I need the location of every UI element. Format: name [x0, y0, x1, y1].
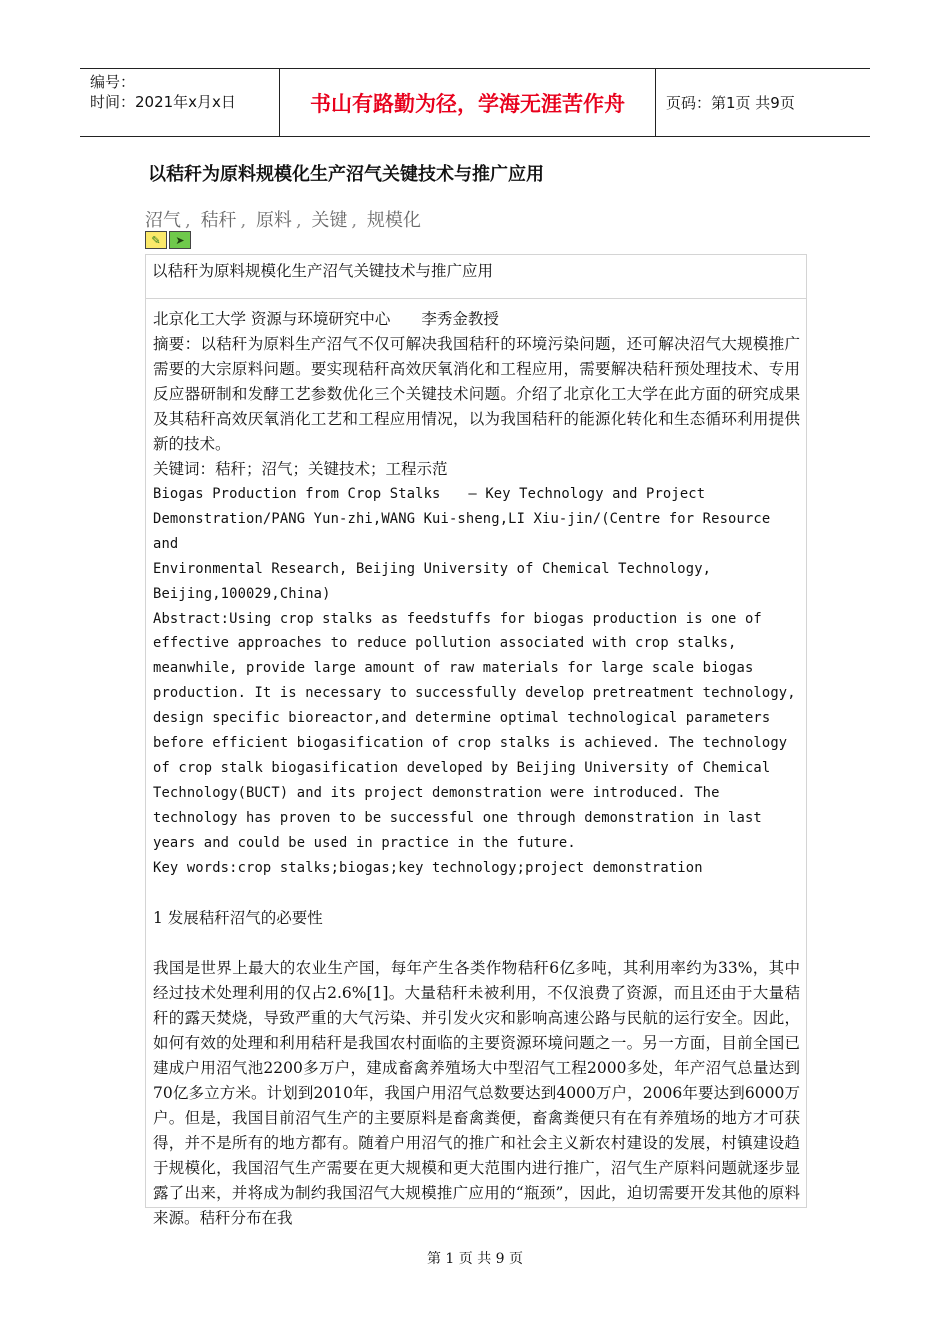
header-motto: 书山有路勤为径，学海无涯苦作舟 — [280, 69, 656, 136]
keywords-cn: 关键词：秸秆；沼气；关键技术；工程示范 — [153, 460, 448, 478]
abstract-en-line: Technology(BUCT) and its project demonstration were introduced. The — [153, 784, 720, 801]
doc-number-label: 编号： — [90, 73, 136, 91]
spacer — [153, 931, 800, 956]
abstract-en-line: effective approaches to reduce pollution associated with crop stalks, — [153, 635, 737, 652]
english-title-line: Demonstration/PANG Yun-zhi,WANG Kui-sheng,LI Xiu-jin/(Centre for Resource and — [153, 510, 771, 552]
english-title-line: Environmental Research, Beijing University of Chemical Technology, — [153, 560, 712, 577]
english-title-line: Beijing,100029,China) — [153, 585, 331, 602]
tag-link[interactable]: 关键 — [311, 210, 348, 231]
tag-separator: , — [351, 210, 358, 231]
abstract-en-line: design specific bioreactor,and determine optimal technological parameters — [153, 710, 771, 727]
keywords-en: Key words:crop stalks;biogas;key technology;project demonstration — [153, 859, 703, 876]
toolbar-icons — [145, 231, 191, 249]
tag-link[interactable]: 规模化 — [366, 210, 421, 231]
tag-link[interactable]: 秸秆 — [200, 210, 237, 231]
forward-icon[interactable]: ➤ — [169, 231, 191, 249]
article-box — [145, 254, 807, 1227]
english-title-line: Biogas Production from Crop Stalks — Key Technology and Project — [153, 486, 706, 502]
article-content — [146, 299, 806, 1231]
section-body: 我国是世界上最大的农业生产国，每年产生各类作物秸秆6亿多吨，其利用率约为33%，其中经过技术处理利用的仅占2.6%[1]。大量秸秆未被利用，不仅浪费了资源，而且还由于大量秸秆的露天焚烧，导致严重的大气污染、并引发火灾和影响高速公路与民航的运行安全。因此，如何有效的处理和利用秸秆是我国农村面临的主要资源环境问题之一。另一方面，目前全国已建成户用沼气池2200多万户，建成畜禽养殖场大中型沼气工程2000多处，年产沼气总量达到70亿多立方米。计划到2010年，我国户用沼气总数要达到4000万户，2006年要达到6000万户。但是，我国目前沼气生产的主要原料是畜禽粪便，畜禽粪便只有在有养殖场的地方才可获得，并不是所有的地方都有。随着户用沼气的推广和社会主义新农村建设的发展，村镇建设趋于规模化，我国沼气生产需要在更大规模和更大范围内进行推广，沼气生产原料问题就逐步显露了出来，并将成为制约我国沼气大规模推广应用的“瓶颈”，因此，迫切需要开发其他的原料来源。秸秆分布在我 — [153, 958, 800, 1227]
document-title: 以秸秆为原料规模化生产沼气关键技术与推广应用 — [148, 164, 544, 185]
tag-separator: , — [295, 210, 302, 231]
header-page-label: 页码：第1页 共9页 — [666, 94, 795, 112]
abstract-cn: 摘要：以秸秆为原料生产沼气不仅可解决我国秸秆的环境污染问题，还可解决沼气大规模推广需要的大宗原料问题。要实现秸秆高效厌氧消化和工程应用，需要解决秸秆预处理技术、专用反应器研制和发酵工艺参数优化三个关键技术问题。介绍了北京化工大学在此方面的研究成果及其秸秆高效厌氧消化工艺和工程应用情况，以为我国秸秆的能源化转化和生态循环利用提供新的技术。 — [153, 335, 800, 453]
tag-link[interactable]: 原料 — [255, 210, 292, 231]
abstract-en-line: of crop stalk biogasification developed by Beijing University of Chemical — [153, 759, 771, 776]
abstract-en-line: production. It is necessary to successfully develop pretreatment technology, — [153, 685, 796, 702]
tag-separator: , — [185, 210, 191, 231]
section-heading: 1 发展秸秆沼气的必要性 — [153, 908, 323, 927]
page-header — [80, 68, 870, 137]
tag-link[interactable]: 沼气 — [145, 210, 181, 231]
author-line: 北京化工大学 资源与环境研究中心 李秀金教授 — [153, 310, 499, 328]
abstract-en-line: Abstract:Using crop stalks as feedstuffs for biogas production is one of — [153, 610, 762, 627]
article-title: 以秸秆为原料规模化生产沼气关键技术与推广应用 — [146, 255, 806, 299]
page-footer: 第 1 页 共 9 页 — [426, 1251, 524, 1267]
header-meta — [80, 69, 280, 136]
abstract-en-line: meanwhile, provide large amount of raw materials for large scale biogas — [153, 660, 754, 677]
doc-time-label: 时间：2021年x月x日 — [90, 93, 236, 111]
abstract-en — [153, 607, 800, 881]
tag-list — [145, 206, 425, 232]
edit-icon[interactable]: ✎ — [145, 231, 167, 249]
abstract-en-line: before efficient biogasification of crop stalks is achieved. The technology — [153, 735, 788, 752]
abstract-en-line: years and could be used in practice in the future. — [153, 834, 576, 851]
spacer — [153, 881, 800, 906]
abstract-en-line: technology has proven to be successful one through demonstration in last — [153, 809, 762, 826]
tag-separator: , — [240, 210, 247, 231]
english-title — [153, 482, 800, 607]
